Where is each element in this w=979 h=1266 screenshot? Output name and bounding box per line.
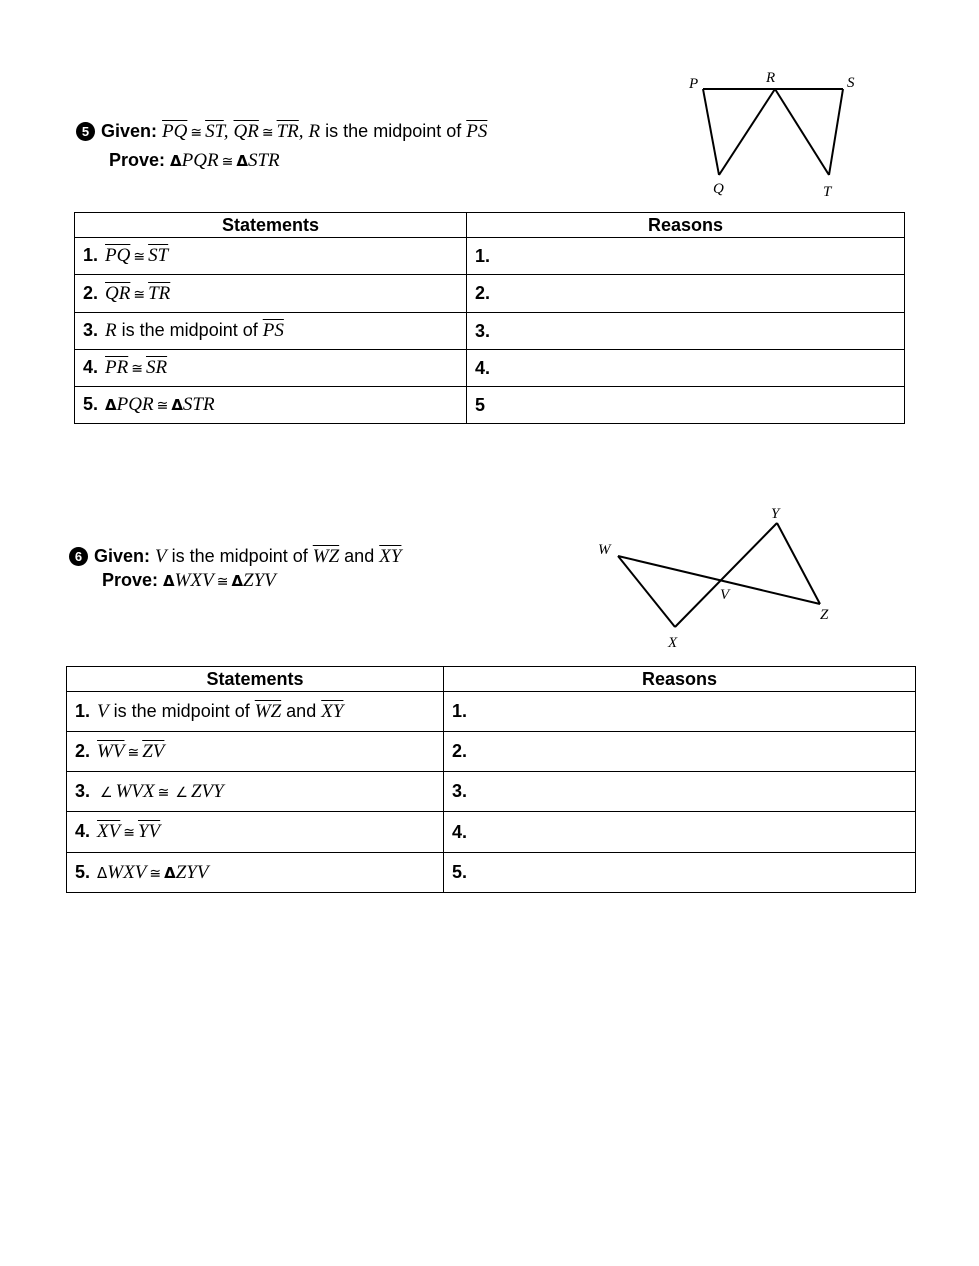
triangle-name: PQR [181,150,219,171]
vertex-label-V: V [720,587,730,603]
segment-XY [675,523,777,627]
row-number: 2. [83,282,99,303]
statements-header: Statements [75,213,467,238]
congruent-symbol: ≅ [157,784,170,801]
triangle-symbol-icon: Δ [163,572,175,590]
problem-number-badge: 6 [69,547,88,566]
point-label: V [97,700,109,722]
comma: , [298,121,304,142]
row-number: 3. [75,780,91,801]
given-label: Given: [101,121,158,141]
angle-symbol-icon: ∠ [100,784,113,801]
segment: $\overline{PQ}$ [105,245,131,266]
reason-number: 1. [475,245,491,266]
congruent-symbol: ≅ [156,398,169,414]
triangle-symbol-icon: Δ [164,863,176,882]
vertex-label-Z: Z [820,607,829,623]
segment: $\overline{TR}$ [276,121,299,142]
triangle-symbol-icon: Δ [231,572,244,590]
segment: $\overline{TR}$ [148,282,171,304]
angle-symbol-icon: ∠ [175,784,188,801]
table-row [67,853,916,893]
triangle-name: STR [247,150,280,171]
segment-WZ [618,556,820,604]
table-header-row [67,667,916,692]
reason-number: 1. [452,701,468,721]
segment: $\overline{PQ}$ [162,121,188,142]
congruent-symbol: ≅ [221,154,234,170]
reason-cell[interactable] [444,853,916,893]
vertex-label-Y: Y [771,506,780,522]
reasons-header: Reasons [444,667,916,692]
congruent-symbol: ≅ [216,574,229,590]
reason-cell[interactable] [444,692,916,732]
triangle-name: PQR [116,394,154,415]
proof-table-6 [66,666,916,893]
triangle-symbol-icon: Δ [97,863,108,882]
given-text: is the midpoint of [171,546,308,566]
problem-number-badge: 5 [76,122,95,141]
segment: $\overline{PR}$ [105,357,129,378]
row-number: 3. [83,320,99,340]
congruent-symbol: ≅ [131,361,143,377]
triangle-name: WXV [107,861,147,883]
prove-label: Prove: [102,570,159,590]
row-number: 1. [75,700,91,721]
row-number: 4. [75,821,91,841]
prove-label: Prove: [109,150,166,170]
reason-number: 2. [452,741,468,761]
statement-text: is the midpoint of [113,700,250,721]
angle-name: ZVY [190,780,224,802]
vertex-label-R: R [766,70,776,86]
segment-YZ [777,523,820,604]
statement-cell [67,853,444,893]
row-number: 1. [83,245,99,265]
triangle-name: ZYV [175,861,209,883]
segment: $\overline{YV}$ [137,821,161,842]
statement-cell [67,732,444,772]
triangle-name: ZYV [243,570,276,591]
triangle-name: STR [182,394,215,415]
segment: $\overline{WZ}$ [312,546,340,567]
congruent-symbol: ≅ [123,825,135,841]
segment: $\overline{QR}$ [105,282,131,304]
vertex-label-Q: Q [713,181,724,197]
segment: $\overline{WV}$ [97,740,125,762]
reason-number: 5 [475,394,486,415]
segment: $\overline{PS}$ [466,121,488,142]
vertex-label-T: T [823,184,832,200]
segment: $\overline{SR}$ [145,357,168,378]
vertex-label-P: P [689,76,699,92]
segment: $\overline{ST}$ [205,121,224,142]
statement-cell [67,692,444,732]
given-label: Given: [94,546,151,566]
segment: $\overline{PS}$ [262,320,284,341]
reason-cell[interactable] [444,732,916,772]
segment: $\overline{XV}$ [97,821,121,842]
reason-number: 4. [452,821,468,842]
vertex-label-S: S [847,75,855,91]
table-row [67,772,916,812]
reason-number: 2. [475,283,491,303]
table-row [67,692,916,732]
statements-header: Statements [67,667,444,692]
reason-number: 3. [452,781,468,801]
table-row [67,812,916,853]
segment: $\overline{XY}$ [379,546,402,567]
triangle-name: WXV [174,570,214,591]
statement-cell [67,812,444,853]
segment: $\overline{XY}$ [321,700,344,722]
congruent-symbol: ≅ [133,249,146,265]
segment: $\overline{ST}$ [148,245,169,266]
point-label: V [155,546,167,567]
segment: $\overline{WZ}$ [254,700,282,722]
point-label: R [308,121,321,142]
reason-number: 3. [475,320,491,341]
reason-number: 4. [475,357,491,378]
triangle-symbol-icon: Δ [170,152,182,170]
reasons-header: Reasons [467,213,905,238]
congruent-symbol: ≅ [190,125,203,141]
angle-name: WVX [115,780,155,802]
vertex-label-X: X [668,635,678,651]
table-row [67,732,916,772]
reason-number: 5. [452,862,468,882]
row-number: 2. [75,740,91,761]
segment: $\overline{ZV}$ [142,740,165,762]
triangle-symbol-icon: Δ [171,396,183,414]
congruent-symbol: ≅ [261,125,274,141]
reason-cell[interactable] [444,772,916,812]
congruent-symbol: ≅ [149,865,162,882]
segment: $\overline{QR}$ [233,121,259,142]
and-text: and [344,546,375,566]
and-text: and [286,700,317,721]
triangle-symbol-icon: Δ [236,152,248,170]
statement-text: is the midpoint of [121,320,258,340]
row-number: 5. [83,394,99,414]
triangle-symbol-icon: Δ [105,396,117,414]
row-number: 4. [83,357,99,377]
vertex-label-W: W [598,542,611,558]
comma: , [223,121,229,142]
reason-cell[interactable] [444,812,916,853]
row-number: 5. [75,861,91,882]
congruent-symbol: ≅ [127,744,140,761]
given-text: is the midpoint of [325,121,462,141]
point-label: R [105,320,117,341]
congruent-symbol: ≅ [133,286,146,303]
statement-cell [67,772,444,812]
